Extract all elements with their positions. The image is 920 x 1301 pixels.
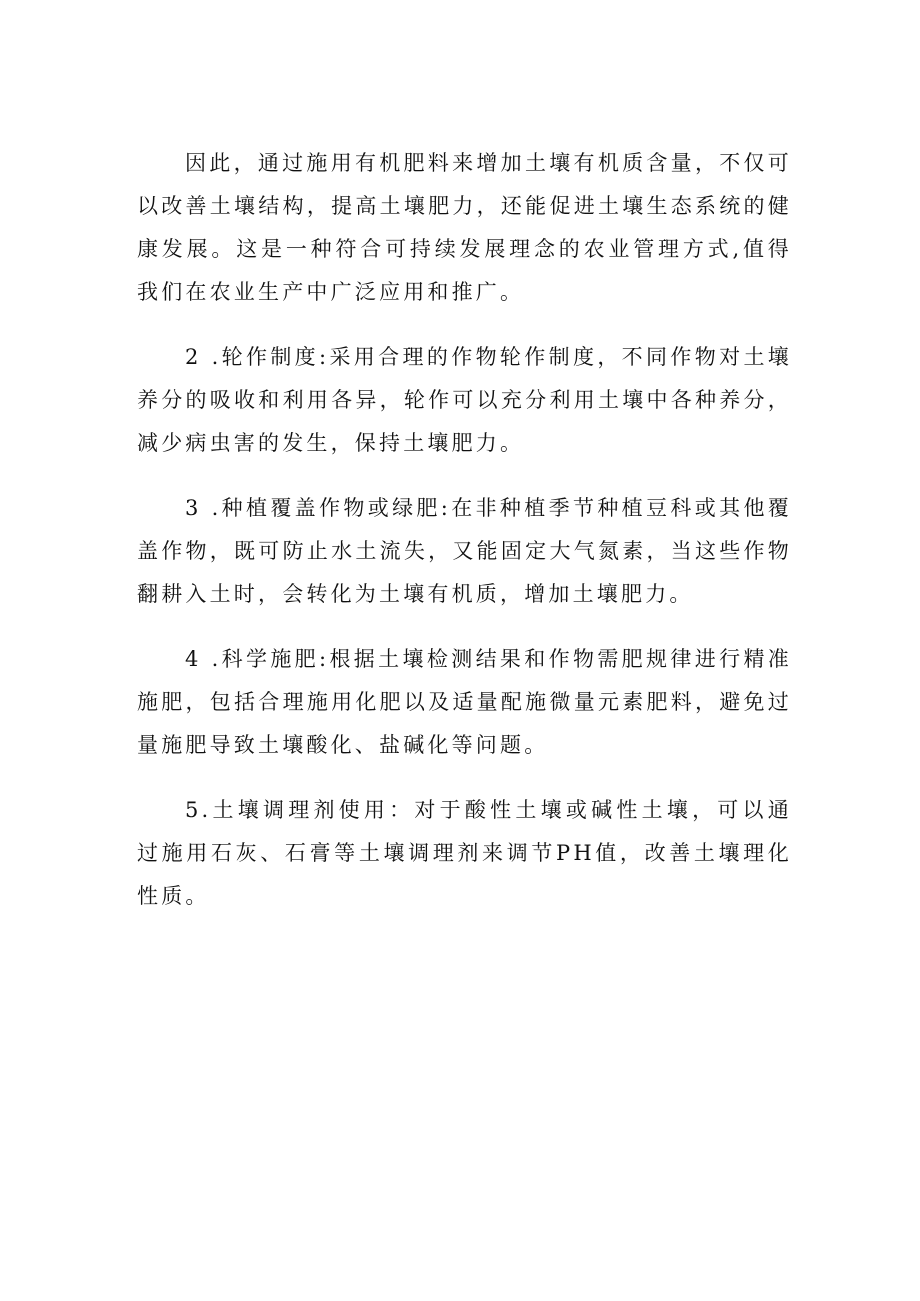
paragraph-soil-conditioner: 5.土壤调理剂使用：对于酸性土壤或碱性土壤，可以通过施用石灰、石膏等土壤调理剂来调节PH值，改善土壤理化性质。: [137, 798, 792, 908]
paragraph-cover-crops: 3 .种植覆盖作物或绿肥:在非种植季节种植豆科或其他覆盖作物，既可防止水土流失，又能固定大气氮素，当这些作物翻耕入土时，会转化为土壤有机质，增加土壤肥力。: [137, 496, 792, 606]
paragraph-organic-matter-summary: 因此，通过施用有机肥料来增加土壤有机质含量，不仅可以改善土壤结构，提高土壤肥力，还能促进土壤生态系统的健康发展。这是一种符合可持续发展理念的农业管理方式,值得我们在农业生产中广泛应用和推广。: [137, 151, 792, 304]
paragraph-crop-rotation: 2 .轮作制度:采用合理的作物轮作制度，不同作物对土壤养分的吸收和利用各异，轮作可以充分利用土壤中各种养分，减少病虫害的发生，保持土壤肥力。: [137, 345, 792, 455]
paragraph-scientific-fertilization: 4 .科学施肥:根据土壤检测结果和作物需肥规律进行精准施肥，包括合理施用化肥以及适量配施微量元素肥料，避免过量施肥导致土壤酸化、盐碱化等问题。: [137, 647, 792, 757]
